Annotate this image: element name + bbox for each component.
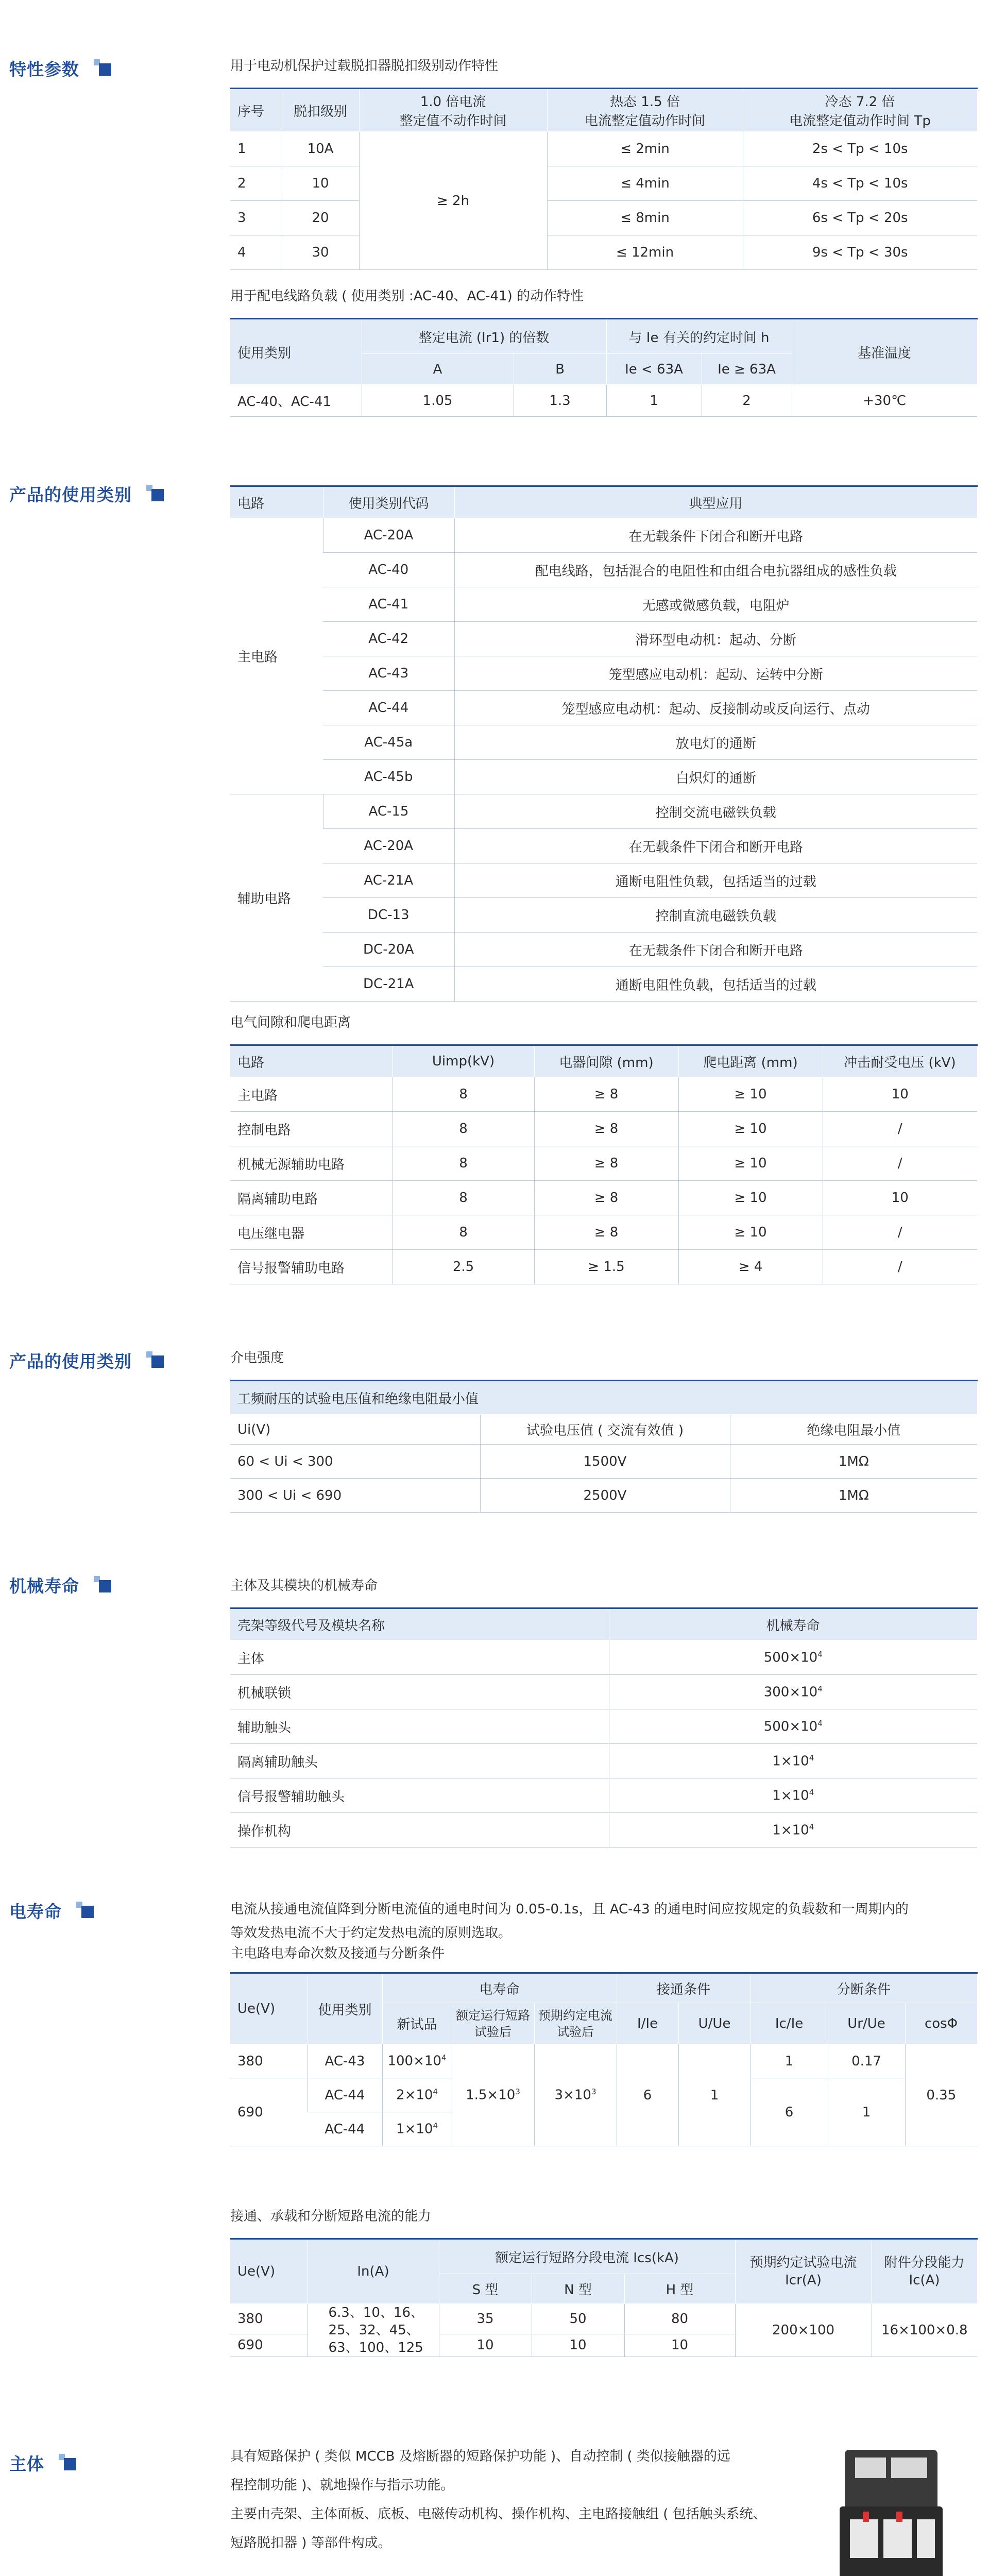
table-row: 机械无源辅助电路 8 ≥ 8 ≥ 10 / (230, 1146, 977, 1181)
col-header: 壳架等级代号及模块名称 (230, 1608, 609, 1640)
sub-header: 新试品 (382, 2003, 452, 2044)
paragraph: 短路脱扣器 ) 等部件构成。 (230, 2535, 391, 2551)
sub-header: Ur/Ue (828, 2003, 905, 2044)
sub-header: A (362, 354, 514, 385)
col-header: 整定电流 (Ir1) 的倍数 (362, 319, 606, 354)
col-header: 使用类别代码 (323, 486, 454, 518)
table-row: 信号报警辅助电路 2.5 ≥ 1.5 ≥ 4 / (230, 1250, 977, 1284)
section-header-params (9, 54, 111, 82)
section-title: 产品的使用类别 (9, 1351, 132, 1371)
sub-header: I/Ie (617, 2003, 678, 2044)
table-row: 2 10 ≤ 4min 4s < Tp < 10s (230, 166, 977, 201)
table-row: DC-13 控制直流电磁铁负载 (230, 898, 977, 933)
table-dielectric (230, 1348, 977, 1513)
table-row: 隔离辅助触头 $1\times 10^4$ (230, 1744, 977, 1778)
col-header: 使用类别 (230, 319, 362, 385)
table-row: AC-45a 放电灯的通断 (230, 725, 977, 760)
circuit-group-label: 主电路 (230, 518, 323, 794)
body-description (230, 2442, 802, 2557)
col-header: 使用类别 (308, 1973, 382, 2044)
section-title: 特性参数 (9, 59, 79, 79)
sub-header: Ie ≥ 63A (702, 354, 792, 385)
col-header: 电器间隙 (mm) (534, 1045, 678, 1077)
sub-header: N 型 (532, 2274, 624, 2304)
table-row: AC-41 无感或微感负载，电阻炉 (230, 587, 977, 622)
table-row: AC-42 滑环型电动机：起动、分断 (230, 622, 977, 656)
section-mark-icon (146, 1351, 164, 1369)
table-caption: 接通、承载和分断短路电流的能力 (230, 2209, 432, 2224)
table-row: 主电路 8 ≥ 8 ≥ 10 10 (230, 1077, 977, 1112)
sub-header: cosΦ (905, 2003, 977, 2044)
sub-header: Ic/Ie (751, 2003, 828, 2044)
sub-header: B (514, 354, 606, 385)
table-row: AC-44 笼型感应电动机：起动、反接制动或反向运行、点动 (230, 691, 977, 725)
col-header: 额定运行短路分段电流 Ics(kA) (439, 2239, 735, 2274)
sub-header: 额定运行短路试验后 (452, 2003, 534, 2044)
paragraph: 程控制功能 )、就地操作与指示功能。 (230, 2478, 454, 2493)
table-row: 690 AC-44 $2\times 10^4$ 6 1 (230, 2078, 977, 2112)
table-row: AC-44 $1\times 10^4$ (230, 2112, 977, 2146)
col-header: 机械寿命 (609, 1608, 977, 1640)
elec-life-block (230, 1896, 977, 2146)
section-mark-icon (94, 59, 111, 77)
section-title: 主体 (9, 2453, 44, 2474)
col-header: Uimp(kV) (393, 1045, 534, 1077)
col-header: 与 Ie 有关的约定时间 h (606, 319, 792, 354)
col-header: 分断条件 (751, 1973, 977, 2003)
table-row: 辅助触头 $500\times 10^4$ (230, 1709, 977, 1744)
col-header: 接通条件 (617, 1973, 751, 2003)
col-header: 典型应用 (454, 486, 977, 518)
table-row: 主电路 AC-20A 在无载条件下闭合和断开电路 (230, 518, 977, 553)
sub-header: H 型 (624, 2274, 735, 2304)
table-row: DC-20A 在无载条件下闭合和断开电路 (230, 933, 977, 967)
col-header: 基准温度 (792, 319, 977, 385)
sub-header: 预期约定电流试验后 (534, 2003, 617, 2044)
table-caption: 用于配电线路负载 ( 使用类别 :AC-40、AC-41) 的动作特性 (230, 289, 584, 304)
col-header: 预期约定试验电流 Icr(A) (735, 2239, 872, 2304)
table-row: DC-21A 通断电阻性负载，包括适当的过载 (230, 967, 977, 1002)
col-header: Ui(V) (230, 1415, 480, 1445)
paragraph: 主要由壳架、主体面板、底板、电磁传动机构、操作机构、主电路接触组 ( 包括触头系统、 (230, 2506, 766, 2522)
paragraph: 具有短路保护 ( 类似 MCCB 及熔断器的短路保护功能 )、自动控制 ( 类似接触器的远 (230, 2449, 730, 2464)
col-header: 电路 (230, 1045, 393, 1077)
section-title: 机械寿命 (9, 1575, 79, 1596)
section-header-elec-life (9, 1896, 94, 1925)
col-header: 冷态 7.2 倍 电流整定值动作时间 Tp (743, 89, 977, 132)
table-caption: 主体及其模块的机械寿命 (230, 1578, 378, 1594)
section-mark-icon (146, 485, 164, 502)
col-header: Ue(V) (230, 2239, 308, 2304)
table-row: 电压继电器 8 ≥ 8 ≥ 10 / (230, 1215, 977, 1250)
table-row: 300 < Ui < 690 2500V 1MΩ (230, 1479, 977, 1513)
table-row: 1 10A ≥ 2h ≤ 2min 2s < Tp < 10s (230, 132, 977, 166)
table-elec-life (230, 1972, 978, 2146)
col-header: 1.0 倍电流 整定值不动作时间 (359, 89, 547, 132)
table-row: 690 10 10 10 (230, 2334, 977, 2357)
paragraph: 电流从接通电流值降到分断电流值的通电时间为 0.05-0.1s，且 AC-43 的通电时间应按规定的负载数和一周期内的 (230, 1902, 909, 1917)
table-row: 3 20 ≤ 8min 6s < Tp < 20s (230, 201, 977, 235)
table-row: 控制电路 8 ≥ 8 ≥ 10 / (230, 1112, 977, 1146)
table-caption: 电气间隙和爬电距离 (230, 1015, 351, 1030)
col-header: 试验电压值 ( 交流有效值 ) (480, 1415, 730, 1445)
sub-header: Ie < 63A (606, 354, 702, 385)
section-mark-icon (59, 2454, 76, 2471)
section-header-dielectric (9, 1346, 164, 1375)
table-row: 380 6.3、10、16、25、32、45、63、100、125 35 50 80 200×100 16×100×0.8 (230, 2304, 977, 2334)
product-image (814, 2439, 968, 2576)
table-title: 工频耐压的试验电压值和绝缘电阻最小值 (230, 1381, 977, 1415)
table-row: 主体 $500\times 10^4$ (230, 1640, 977, 1675)
col-header: 序号 (230, 89, 282, 132)
table-row: AC-45b 白炽灯的通断 (230, 760, 977, 794)
col-header: In(A) (308, 2239, 439, 2304)
table-row: 4 30 ≤ 12min 9s < Tp < 30s (230, 235, 977, 270)
table-caption: 用于电动机保护过载脱扣器脱扣级别动作特性 (230, 58, 499, 74)
table-row: 机械联锁 $300\times 10^4$ (230, 1675, 977, 1709)
table-row: AC-20A 在无载条件下闭合和断开电路 (230, 829, 977, 863)
table-row: 辅助电路 AC-15 控制交流电磁铁负载 (230, 794, 977, 829)
table-row: 60 < Ui < 300 1500V 1MΩ (230, 1445, 977, 1479)
table-row: AC-43 笼型感应电动机：起动、运转中分断 (230, 656, 977, 691)
table-short-circuit (230, 2206, 977, 2357)
table-usage-categories (230, 485, 977, 1002)
table-row: 380 AC-43 $100\times 10^4$ $1.5\times 10^3$ $3\times 10^3$ 6 1 1 0.17 0.35 (230, 2044, 977, 2078)
section-mark-icon (76, 1902, 94, 1919)
col-header: 爬电距离 (mm) (678, 1045, 823, 1077)
sub-header: S 型 (439, 2274, 532, 2304)
table-row: 隔离辅助电路 8 ≥ 8 ≥ 10 10 (230, 1181, 977, 1215)
table-row: 操作机构 $1\times 10^4$ (230, 1813, 977, 1848)
col-header: 电寿命 (382, 1973, 617, 2003)
table-trip-characteristics (230, 56, 977, 270)
table-row: AC-40、AC-41 1.05 1.3 1 2 +30℃ (230, 385, 977, 417)
col-header: 绝缘电阻最小值 (730, 1415, 977, 1445)
merged-cell: ≥ 2h (359, 132, 547, 270)
col-header: 电路 (230, 486, 323, 518)
section-mark-icon (94, 1576, 111, 1594)
table-distribution-characteristics (230, 286, 977, 417)
table-row: AC-40 配电线路，包括混合的电阻性和由组合电抗器组成的感性负载 (230, 553, 977, 587)
col-header: 冲击耐受电压 (kV) (823, 1045, 977, 1077)
circuit-group-label: 辅助电路 (230, 794, 323, 1002)
table-clearance (230, 1012, 977, 1284)
col-header: Ue(V) (230, 1973, 308, 2044)
section-title: 电寿命 (9, 1901, 62, 1922)
sub-header: U/Ue (678, 2003, 751, 2044)
table-mech-life (230, 1575, 977, 1848)
section-title: 产品的使用类别 (9, 484, 132, 505)
section-header-mech-life (9, 1570, 111, 1599)
section-header-body (9, 2448, 76, 2477)
table-caption: 主电路电寿命次数及接通与分断条件 (230, 1946, 445, 1961)
col-header: 附件分段能力 Ic(A) (872, 2239, 977, 2304)
col-header: 热态 1.5 倍 电流整定值动作时间 (547, 89, 743, 132)
table-row: 信号报警辅助触头 $1\times 10^4$ (230, 1778, 977, 1813)
table-caption: 介电强度 (230, 1350, 284, 1366)
col-header: 脱扣级别 (282, 89, 359, 132)
section-header-usage (9, 479, 164, 508)
table-row: AC-21A 通断电阻性负载，包括适当的过载 (230, 863, 977, 898)
paragraph: 等效发热电流不大于约定发热电流的原则选取。 (230, 1925, 512, 1941)
